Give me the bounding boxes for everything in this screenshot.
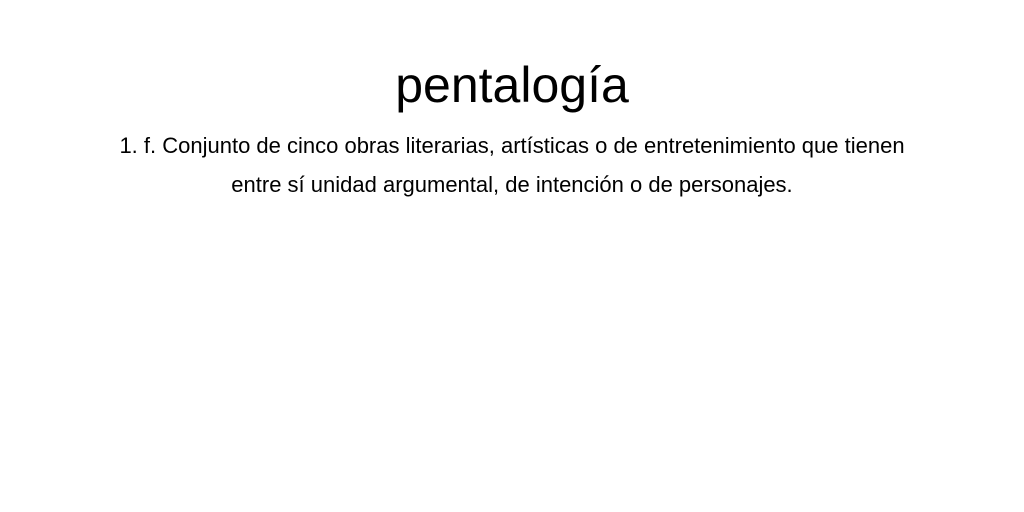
- entry-headword: pentalogía: [395, 57, 629, 113]
- entry-definition: 1. f. Conjunto de cinco obras literarias, artísticas o de entretenimiento que tienen entre sí unidad argumental, de intención o de personajes.: [119, 133, 905, 197]
